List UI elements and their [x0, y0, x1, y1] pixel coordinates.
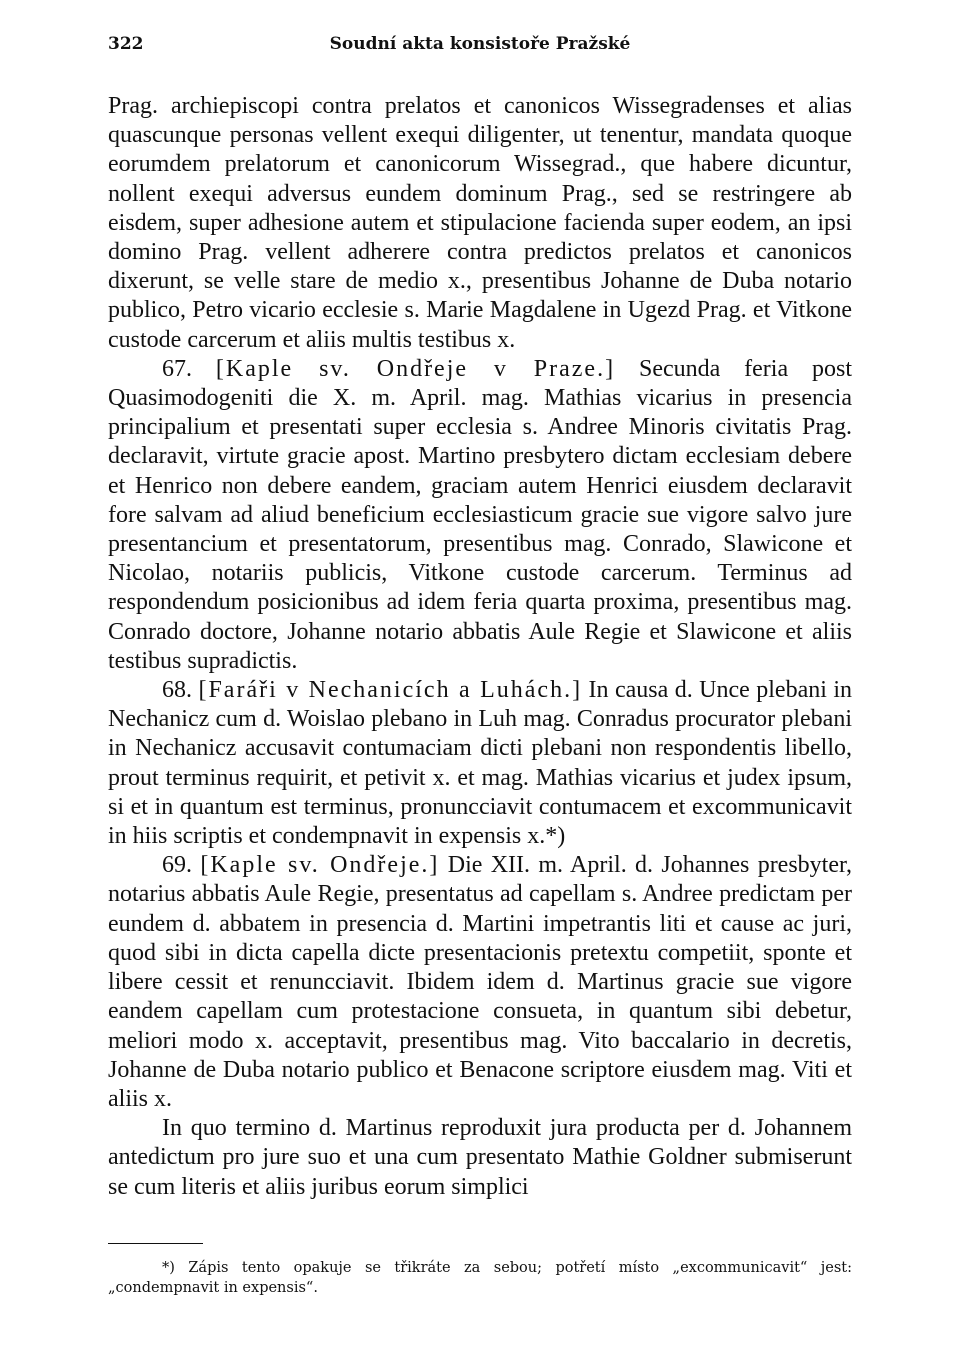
running-title: Soudní akta konsistoře Pražské	[329, 34, 631, 54]
page-number: 322	[108, 34, 144, 54]
entry-text: Die XII. m. April. d. Johannes presbyter, notarius abbatis Aule Regie, presentatus ad capellam s. Andree predictam per eundem d. abbatem in presencia d. Martini impetrantis liti et cause ac juri, quod sibi in dicta capella dicte presentacionis pretextu competiit, sponte et libere cessit et renuncciavit. Ibidem idem d. Martinus gracie sue vigore eandem capellam cum protestacione consueta, in quantum sibi debetur, meliori modo x. acceptavit, presentibus mag. Vito baccalario in decretis, Johanne de Duba notario publico et Benacone scriptore eiusdem mag. Viti et aliis x.	[108, 852, 853, 1112]
entry-text: Secunda feria post Quasimodogeniti die X. m. April. mag. Mathias vicarius in presencia principalium et presentati super ecclesia s. Andree Minoris civitatis Prag. declaravit, virtute gracie apost. Martino presbytero dictam ecclesiam debere et Henrico non debere eandem, graciam autem Henrici eiusdem declaravit fore salvam ad aliud beneficium ecclesiasticum gracie sue vigore salvo jure presentancium et presentatorum, presentibus mag. Conrado, Slawicone et Nicolao, notariis publicis, Vitkone custode carcerum. Terminus ad respondendum posicionibus ad idem feria quarta proxima, presentibus mag. Conrado doctore, Johanne notario abbatis Aule Regie et Slawicone et aliis testibus supradictis.	[108, 355, 852, 674]
footnote-rule	[108, 1243, 203, 1244]
paragraph: In quo termino d. Martinus reproduxit jura producta per d. Johannem antedictum pro jure suo et una cum presentato Mathie Goldner submiserunt se cum literis et aliis juribus eorum simplici	[108, 1115, 852, 1200]
footnote	[108, 1258, 852, 1298]
paragraph: Prag. archiepiscopi contra prelatos et canonicos Wissegradenses et alias quascunque personas vellent exequi diligenter, ut tenentur, mandata quoque eorumdem prelatorum et canonicorum Wissegrad., que habere dicuntur, nollent exequi adversus eundem dominum Prag., sed se restringere ab eisdem, super adhesione autem et stipulacione facienda super eodem, an ipsi domino Prag. vellent adherere contra predictos prelatos et canonicos dixerunt, se velle stare de medio x., presentibus Johanne de Duba notario publico, Petro vicario ecclesie s. Marie Magdalene in Ugezd Prag. et Vitkone custode carcerum et aliis multis testibus x.	[108, 93, 852, 353]
entry-number: 67.	[162, 355, 192, 382]
entry-number: 69.	[162, 852, 192, 879]
body-text	[108, 92, 852, 1202]
entry-heading: [Kaple sv. Ondřeje v Praze.]	[215, 355, 616, 382]
entry-text: In causa d. Unce plebani in Nechanicz cum d. Woislao plebano in Luh mag. Conradus procurator plebani in Nechanicz accusavit contumaciam dicti plebani non respondentis libello, prout terminus requirit, et petivit x. et mag. Mathias vicarius et judex ipsum, si et in quantum est terminus, pronuncciavit contumacem et excommunicavit in hiis scriptis et condempnavit in expensis x.*)	[108, 677, 853, 850]
entry-heading: [Faráři v Nechanicích a Luhách.]	[198, 677, 583, 704]
entry-number: 68.	[162, 677, 192, 704]
entry-heading: [Kaple sv. Ondřeje.]	[200, 852, 440, 879]
footnote-text: *) Zápis tento opakuje se třikráte za sebou; potřetí místo „excommunicavit“ jest: „condempnavit in expensis“.	[108, 1260, 852, 1296]
running-header	[108, 30, 852, 60]
entry-67	[108, 355, 852, 676]
entry-68	[108, 676, 852, 851]
entry-69	[108, 851, 852, 1114]
